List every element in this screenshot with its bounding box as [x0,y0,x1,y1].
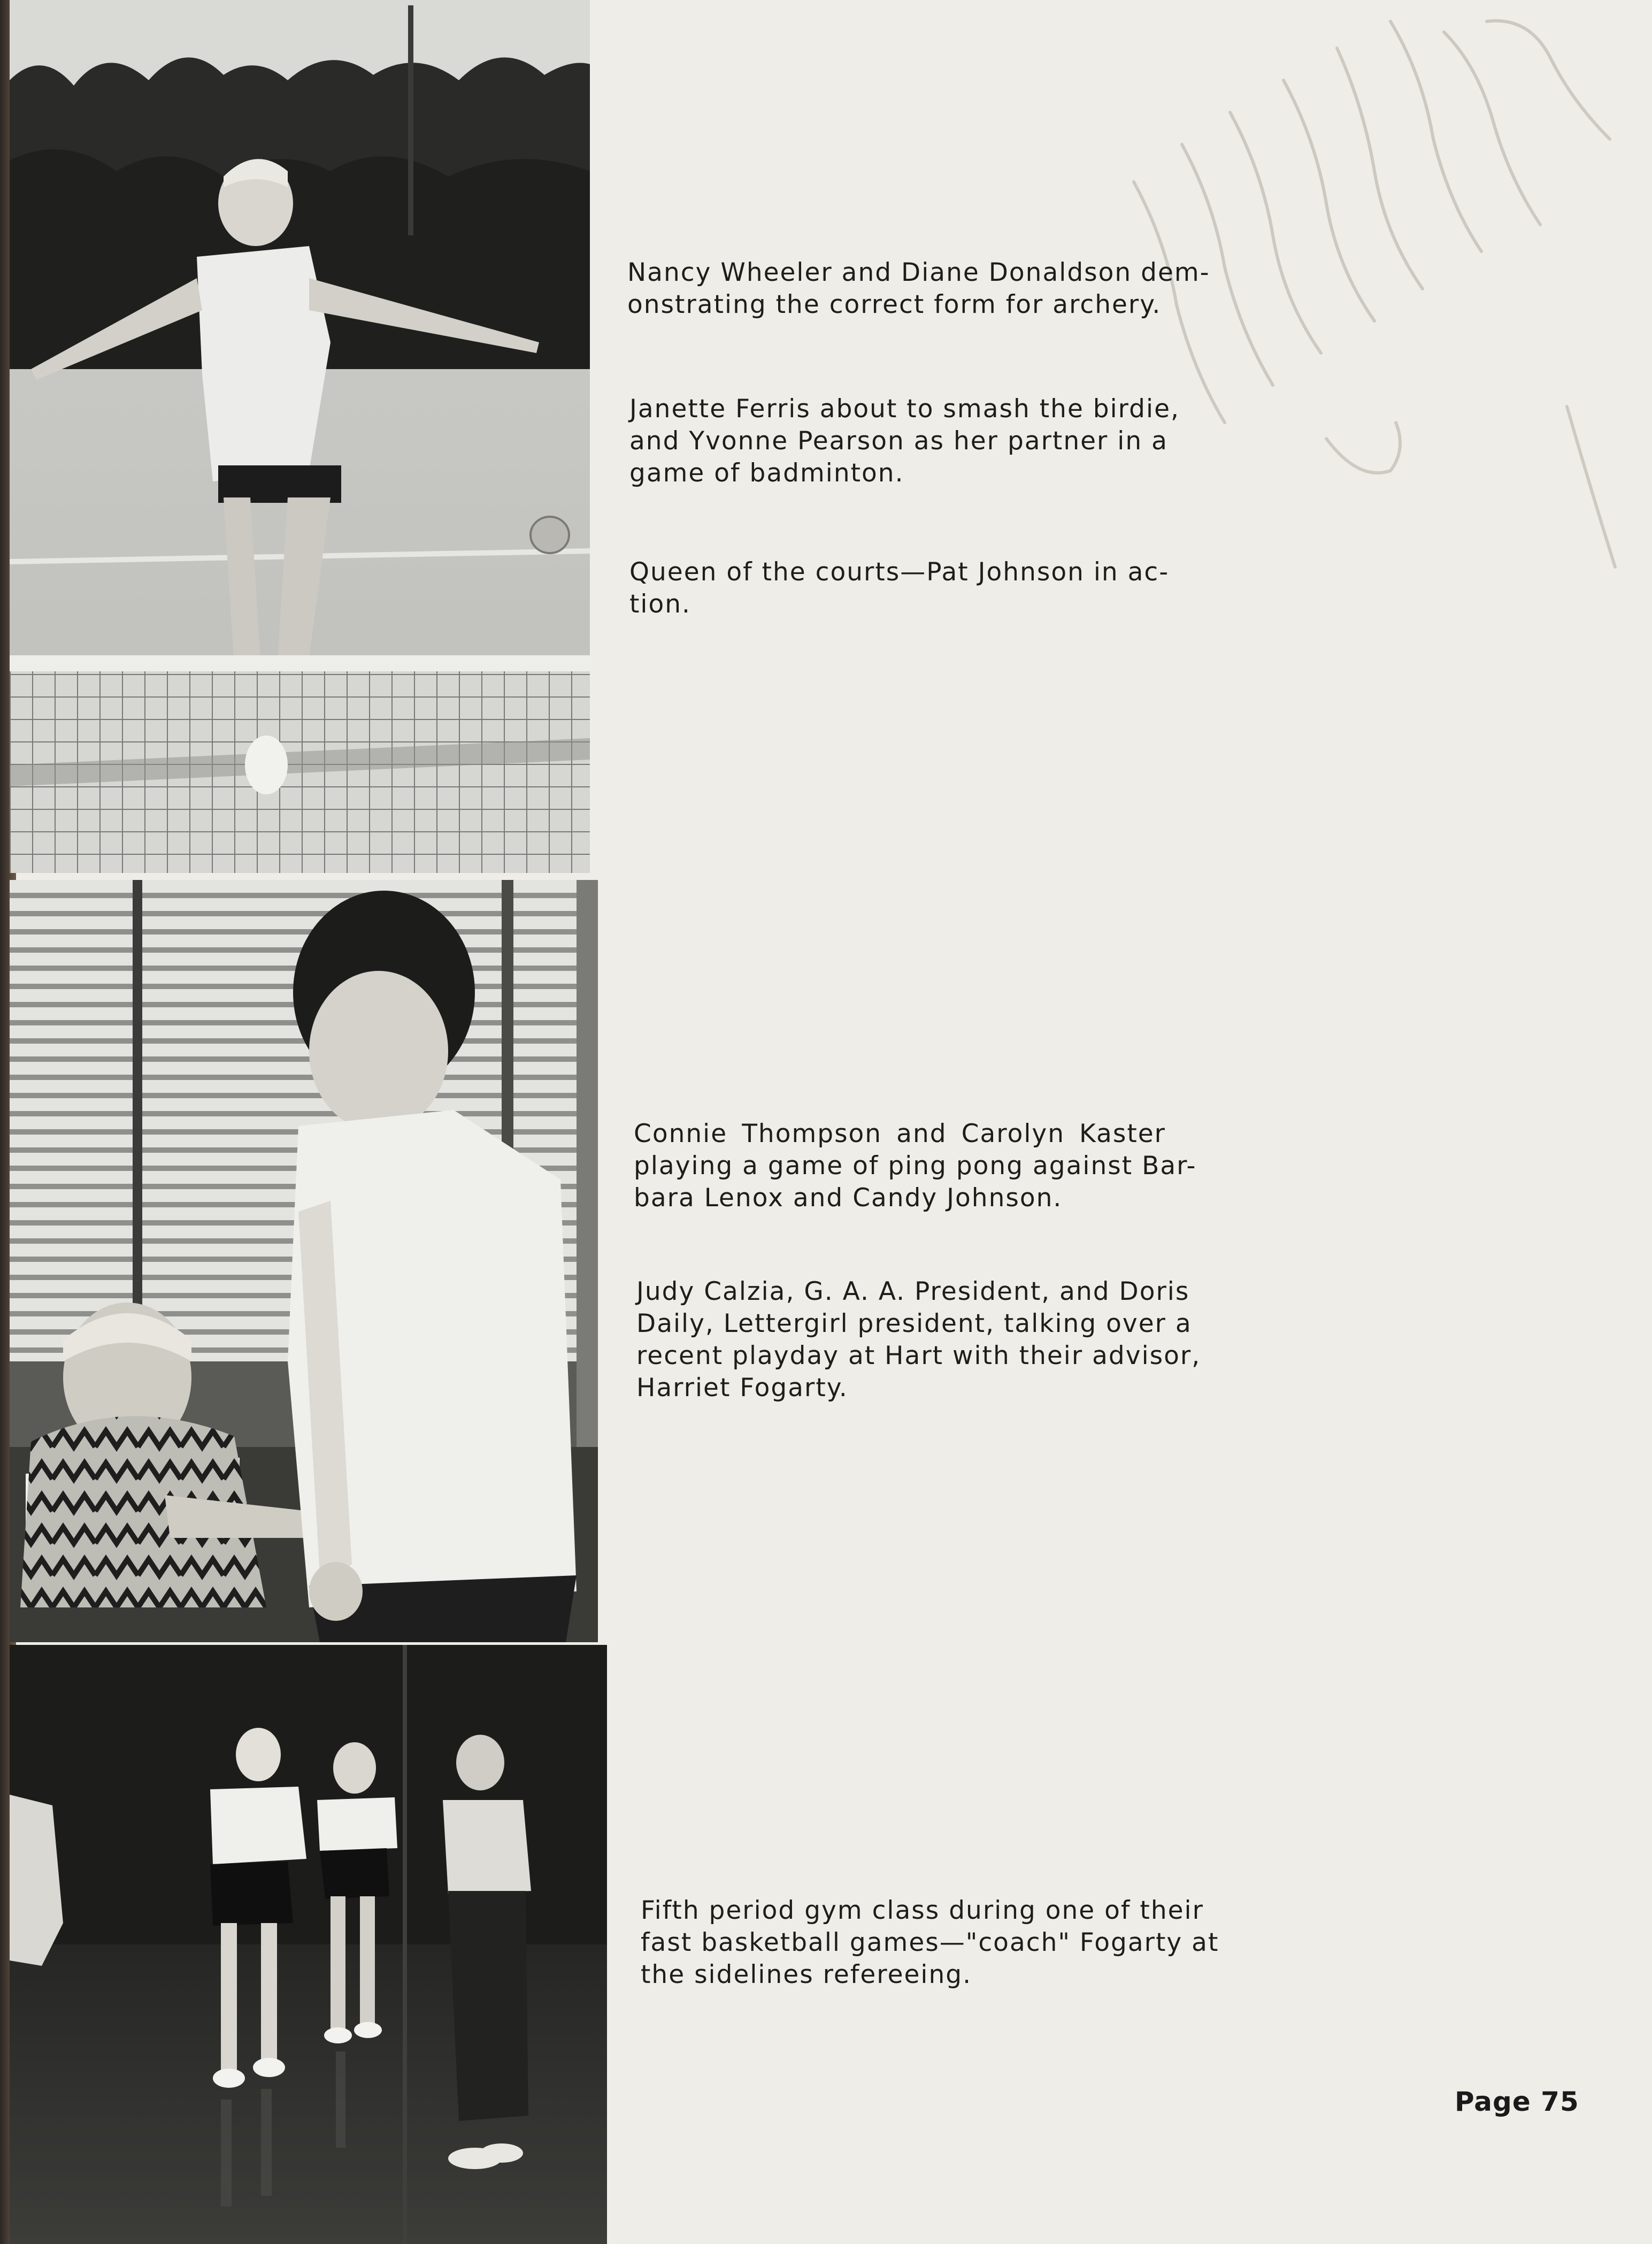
caption-line: Harriet Fogarty. [636,1373,848,1403]
caption-line: playing a game of ping pong against Bar- [634,1151,1197,1181]
caption-line: Queen of the courts—Pat Johnson in ac- [629,557,1170,587]
handwritten-inscription [952,0,1652,642]
caption-line: the sidelines refereeing. [641,1960,972,1989]
caption-line: Connie Thompson and Carolyn Kaster [634,1119,1166,1148]
caption-ping-pong [634,1118,1197,1214]
caption-badminton [629,393,1180,489]
photo-tennis-player [10,0,590,873]
caption-gaa-meeting [636,1276,1201,1404]
caption-line: Fifth period gym class during one of their [641,1896,1204,1925]
photo-advisor-meeting [10,880,598,1642]
caption-line: and Yvonne Pearson as her partner in a [629,426,1168,456]
caption-tennis [629,556,1170,621]
caption-line: recent playday at Hart with their advisor, [636,1341,1201,1370]
caption-line: Judy Calzia, G. A. A. President, and Doris [636,1277,1190,1306]
caption-line: game of badminton. [629,458,904,488]
page-number: Page 75 [1455,2086,1579,2117]
caption-archery [627,257,1210,321]
caption-gym-class [641,1895,1219,1991]
caption-line: Janette Ferris about to smash the birdie, [629,394,1180,424]
caption-line: onstrating the correct form for archery. [627,290,1162,319]
caption-line: fast basketball games—"coach" Fogarty at [641,1928,1219,1957]
caption-line: Nancy Wheeler and Diane Donaldson dem- [627,258,1210,287]
caption-line: tion. [629,589,691,619]
photo-gym-class [10,1645,607,2244]
caption-line: Daily, Lettergirl president, talking over a [636,1309,1192,1338]
caption-line: bara Lenox and Candy Johnson. [634,1183,1063,1213]
